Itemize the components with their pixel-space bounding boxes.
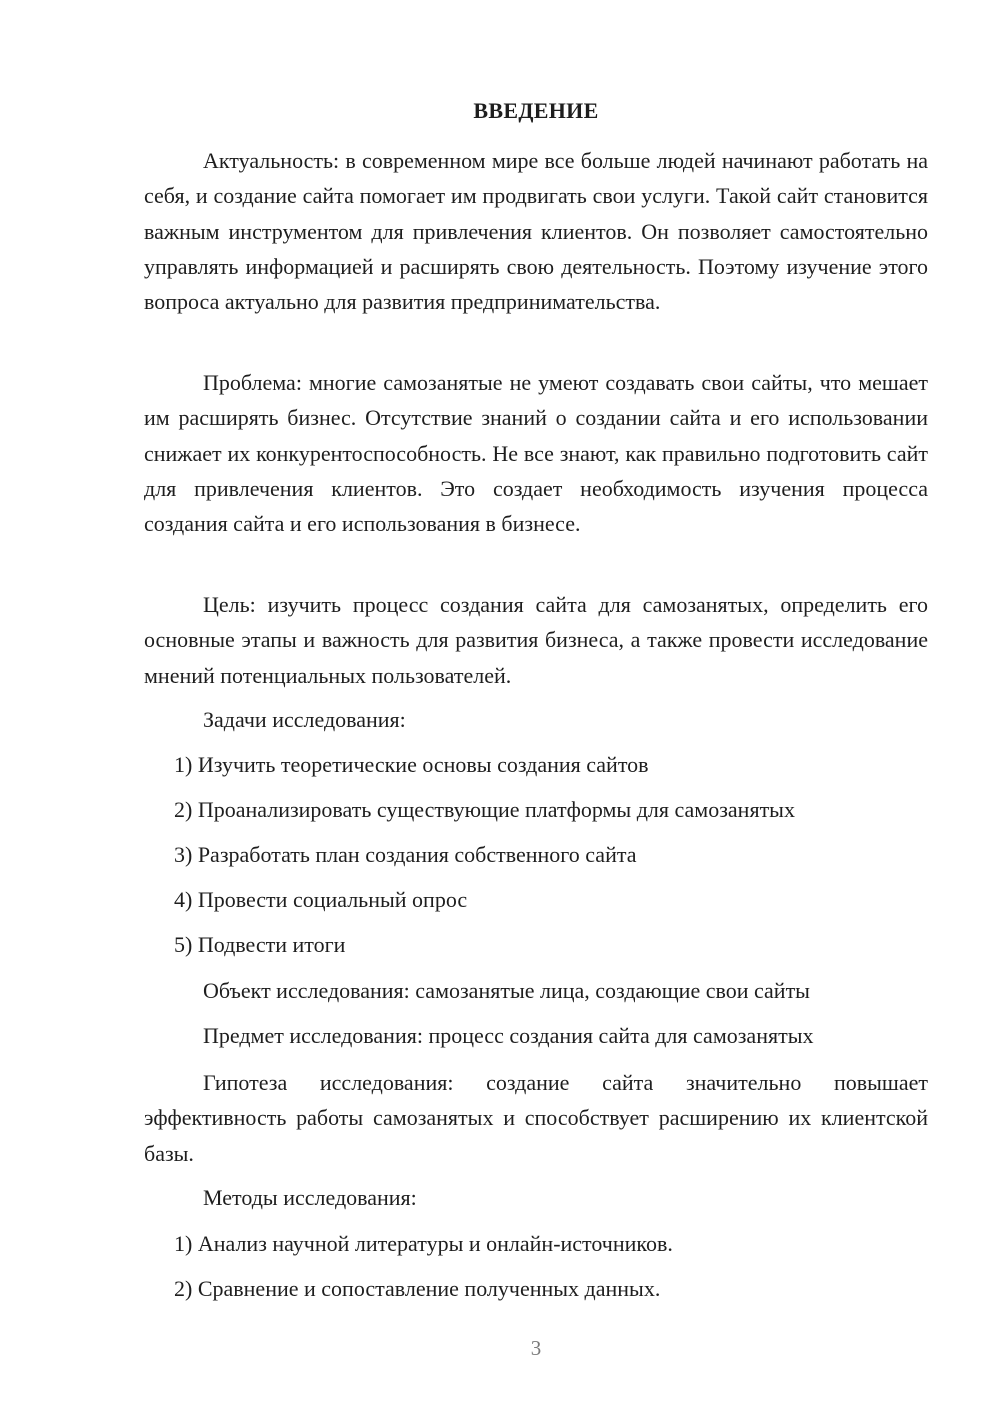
section-title: ВВЕДЕНИЕ bbox=[473, 98, 599, 123]
tasks-heading: Задачи исследования: bbox=[203, 707, 406, 732]
goal-paragraph: Цель: изучить процесс создания сайта для самозанятых, определить его основные этапы и важность для развития бизнеса, а также провести исследование мнений потенциальных пользователей. bbox=[144, 592, 928, 688]
method-item-2: 2) Сравнение и сопоставление полученных данных. bbox=[174, 1276, 661, 1301]
method-item-1: 1) Анализ научной литературы и онлайн-источников. bbox=[174, 1231, 673, 1256]
page-number: 3 bbox=[530, 1336, 542, 1360]
problem-paragraph: Проблема: многие самозанятые не умеют создавать свои сайты, что мешает им расширять бизнес. Отсутствие знаний о создании сайта и его использовании снижает их конкурентоспособность. Не все знают, как правильно подготовить сайт для привлечения клиентов. Это создает необходимость изучения процесса создания сайта и его использования в бизнесе. bbox=[144, 370, 928, 537]
task-item-1: 1) Изучить теоретические основы создания сайтов bbox=[174, 752, 649, 777]
research-object: Объект исследования: самозанятые лица, создающие свои сайты bbox=[203, 978, 810, 1003]
relevance-paragraph: Актуальность: в современном мире все больше людей начинают работать на себя, и создание сайта помогает им продвигать свои услуги. Такой сайт становится важным инструментом для привлечения клиентов. Он позволяет самостоятельно управлять информацией и расширять свою деятельность. Поэтому изучение этого вопроса актуально для развития предпринимательства. bbox=[144, 148, 928, 315]
hypothesis-paragraph: Гипотеза исследования: создание сайта значительно повышает эффективность работы самозанятых и способствует расширению их клиентской базы. bbox=[144, 1070, 928, 1166]
task-item-5: 5) Подвести итоги bbox=[174, 932, 346, 957]
methods-heading: Методы исследования: bbox=[203, 1185, 417, 1210]
task-item-4: 4) Провести социальный опрос bbox=[174, 887, 468, 912]
task-item-2: 2) Проанализировать существующие платформы для самозанятых bbox=[174, 797, 795, 822]
research-subject: Предмет исследования: процесс создания сайта для самозанятых bbox=[203, 1023, 814, 1048]
task-item-3: 3) Разработать план создания собственного сайта bbox=[174, 842, 637, 867]
